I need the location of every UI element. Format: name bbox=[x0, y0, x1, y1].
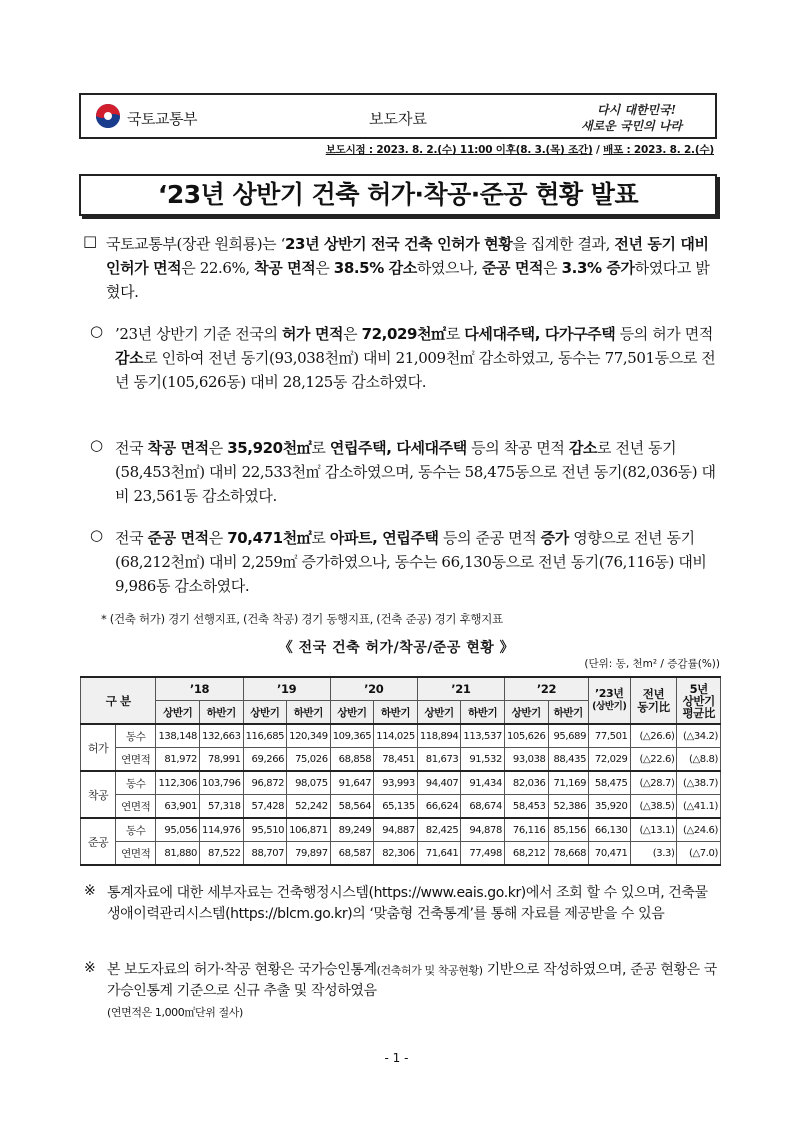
row-subcategory: 동수 bbox=[116, 771, 156, 795]
page-title: ‘23년 상반기 건축 허가·착공·준공 현황 발표 bbox=[79, 174, 717, 216]
table-cell: 35,920 bbox=[589, 795, 630, 819]
circle-bullet-icon: ○ bbox=[90, 322, 104, 340]
table-cell: 79,897 bbox=[287, 842, 331, 866]
table-cell: 68,674 bbox=[461, 795, 505, 819]
header-half: 하반기 bbox=[287, 701, 331, 725]
table-unit-note: (단위: 동, 천m² / 증감률(%)) bbox=[584, 658, 720, 670]
release-time: 보도시점 : 2023. 8. 2.(수) 11:00 이후(8. 3.(목) 조간) bbox=[325, 144, 593, 156]
reference-mark-icon: ※ bbox=[84, 960, 96, 976]
table-cell: 93,038 bbox=[504, 748, 548, 772]
table-cell: 68,212 bbox=[504, 842, 548, 866]
table-cell: 52,242 bbox=[287, 795, 331, 819]
table-cell: 81,673 bbox=[417, 748, 461, 772]
table-cell: 94,887 bbox=[374, 818, 418, 842]
table-cell: (△34.2) bbox=[677, 724, 721, 748]
header-half: 하반기 bbox=[200, 701, 244, 725]
table-title: 《 전국 건축 허가/착공/준공 현황 》 bbox=[278, 640, 515, 656]
table-group bbox=[81, 724, 721, 771]
row-category: 착공 bbox=[81, 771, 116, 818]
document-type: 보도자료 bbox=[369, 110, 427, 128]
table-cell: 57,318 bbox=[200, 795, 244, 819]
table-cell: 81,880 bbox=[156, 842, 200, 866]
table-cell: 88,435 bbox=[548, 748, 589, 772]
header-year: ’20 bbox=[330, 677, 417, 701]
table-cell: (△28.7) bbox=[630, 771, 677, 795]
table-cell: 58,564 bbox=[330, 795, 374, 819]
table-row bbox=[81, 771, 721, 795]
building-stats-table bbox=[80, 676, 721, 866]
table-cell: (△22.6) bbox=[630, 748, 677, 772]
row-subcategory: 동수 bbox=[116, 818, 156, 842]
handwritten-slogan-logo bbox=[577, 99, 709, 135]
table-cell: 52,386 bbox=[548, 795, 589, 819]
table-cell: 77,498 bbox=[461, 842, 505, 866]
table-cell: 63,901 bbox=[156, 795, 200, 819]
table-cell: 66,130 bbox=[589, 818, 630, 842]
row-category: 허가 bbox=[81, 724, 116, 771]
table-cell: (△41.1) bbox=[677, 795, 721, 819]
table-cell: 77,501 bbox=[589, 724, 630, 748]
table-cell: 106,871 bbox=[287, 818, 331, 842]
header-half: 하반기 bbox=[374, 701, 418, 725]
header-year: ’18 bbox=[156, 677, 243, 701]
reference-mark-icon: ※ bbox=[84, 883, 96, 899]
table-cell: 65,135 bbox=[374, 795, 418, 819]
header-half: 하반기 bbox=[548, 701, 589, 725]
header-yoy: 전년 동기比 bbox=[630, 677, 677, 724]
row-subcategory: 연면적 bbox=[116, 748, 156, 772]
table-cell: (△24.6) bbox=[677, 818, 721, 842]
slogan-line-1: 다시 대한민국! bbox=[597, 103, 676, 117]
slogan-line-2: 새로운 국민의 나라 bbox=[581, 119, 683, 133]
circle-bullet-icon: ○ bbox=[90, 436, 104, 454]
table-cell: 82,306 bbox=[374, 842, 418, 866]
table-cell: 113,537 bbox=[461, 724, 505, 748]
table-cell: (△8.8) bbox=[677, 748, 721, 772]
table-cell: 109,365 bbox=[330, 724, 374, 748]
table-cell: 76,116 bbox=[504, 818, 548, 842]
table-cell: 66,624 bbox=[417, 795, 461, 819]
header-half: 상반기 bbox=[330, 701, 374, 725]
table-cell: 70,471 bbox=[589, 842, 630, 866]
row-category: 준공 bbox=[81, 818, 116, 865]
table-cell: 81,972 bbox=[156, 748, 200, 772]
table-cell: 94,407 bbox=[417, 771, 461, 795]
table-cell: 85,156 bbox=[548, 818, 589, 842]
header-category: 구 분 bbox=[81, 677, 156, 724]
header-year: ’22 bbox=[504, 677, 588, 701]
table-cell: 118,894 bbox=[417, 724, 461, 748]
table-cell: 95,510 bbox=[243, 818, 287, 842]
table-cell: 58,453 bbox=[504, 795, 548, 819]
header-half: 상반기 bbox=[156, 701, 200, 725]
table-cell: 82,036 bbox=[504, 771, 548, 795]
table-cell: 112,306 bbox=[156, 771, 200, 795]
table-row bbox=[81, 795, 721, 819]
table-cell: 58,475 bbox=[589, 771, 630, 795]
table-cell: 114,025 bbox=[374, 724, 418, 748]
header-year: ’19 bbox=[243, 677, 330, 701]
row-subcategory: 동수 bbox=[116, 724, 156, 748]
table-cell: 94,878 bbox=[461, 818, 505, 842]
row-subcategory: 연면적 bbox=[116, 795, 156, 819]
table-group bbox=[81, 818, 721, 865]
header-half: 상반기 bbox=[243, 701, 287, 725]
table-cell: 71,641 bbox=[417, 842, 461, 866]
table-cell: 138,148 bbox=[156, 724, 200, 748]
header-half: 상반기 bbox=[417, 701, 461, 725]
page-number: - 1 - bbox=[384, 1051, 409, 1065]
table-cell: 91,647 bbox=[330, 771, 374, 795]
table-cell: 71,169 bbox=[548, 771, 589, 795]
release-meta bbox=[326, 142, 714, 157]
bullet-construction-start: 전국 착공 면적은 35,920천㎡로 연립주택, 다세대주택 등의 착공 면적 감소로 전년 동기(58,453천㎡) 대비 22,533천㎡ 감소하였으며, 동수는 58,475동으로 전년 동기(82,036동) 대비 23,561동 감소하였다. bbox=[115, 439, 716, 505]
table-cell: 120,349 bbox=[287, 724, 331, 748]
table-cell: 78,451 bbox=[374, 748, 418, 772]
table-cell: 95,056 bbox=[156, 818, 200, 842]
table-cell: (△7.0) bbox=[677, 842, 721, 866]
header-year: ’21 bbox=[417, 677, 504, 701]
intro-paragraph: 국토교통부(장관 원희룡)는 ‘23년 상반기 전국 건축 인허가 현황을 집계한 결과, 전년 동기 대비 인허가 면적은 22.6%, 착공 면적은 38.5% 감소하였으나, 준공 면적은 3.3% 증가하였다고 밝혔다. bbox=[106, 235, 710, 301]
circle-bullet-icon: ○ bbox=[90, 526, 104, 544]
table-cell: (△26.6) bbox=[630, 724, 677, 748]
meta-separator: / bbox=[592, 144, 604, 156]
bullet-completion: 전국 준공 면적은 70,471천㎡로 아파트, 연립주택 등의 준공 면적 증가 영향으로 전년 동기(68,212천㎡) 대비 2,259㎡ 증가하였으나, 동수는 66,130동으로 전년 동기(76,116동) 대비 9,986동 감소하였다. bbox=[115, 529, 707, 595]
table-cell: 105,626 bbox=[504, 724, 548, 748]
press-release-header bbox=[79, 93, 717, 139]
table-cell: 78,991 bbox=[200, 748, 244, 772]
table-cell: 95,689 bbox=[548, 724, 589, 748]
table-group bbox=[81, 771, 721, 818]
header-half: 하반기 bbox=[461, 701, 505, 725]
table-cell: (△38.5) bbox=[630, 795, 677, 819]
square-bullet-icon: □ bbox=[83, 232, 98, 250]
table-cell: 72,029 bbox=[589, 748, 630, 772]
table-cell: 132,663 bbox=[200, 724, 244, 748]
table-cell: 91,532 bbox=[461, 748, 505, 772]
distribution-date: 배포 : 2023. 8. 2.(수) bbox=[603, 144, 714, 156]
table-header bbox=[81, 677, 721, 724]
header-5yr-avg: 5년 상반기 평균比 bbox=[677, 677, 721, 724]
table-cell: (△13.1) bbox=[630, 818, 677, 842]
table-cell: 68,858 bbox=[330, 748, 374, 772]
table-row bbox=[81, 724, 721, 748]
footnote-indicators: * (건축 허가) 경기 선행지표, (건축 착공) 경기 동행지표, (건축 준공) 경기 후행지표 bbox=[101, 612, 503, 626]
table-cell: 93,993 bbox=[374, 771, 418, 795]
bullet-permit: ’23년 상반기 기준 전국의 허가 면적은 72,029천㎡로 다세대주택, 다가구주택 등의 허가 면적 감소로 인하여 전년 동기(93,038천㎡) 대비 21,009천㎡ 감소하였고, 동수는 77,501동으로 전년 동기(105,626동) 대비 28,125동 감소하였다. bbox=[115, 325, 716, 391]
table-cell: 91,434 bbox=[461, 771, 505, 795]
header-2023-first-half: ’23년 (상반기) bbox=[589, 677, 630, 724]
table-cell: 116,685 bbox=[243, 724, 287, 748]
note-data-sources: 통계자료에 대한 세부자료는 건축행정시스템(https://www.eais.go.kr)에서 조회 할 수 있으며, 건축물생애이력관리시스템(https://blcm.go.kr)의 ‘맞춤형 건축통계’를 통해 자료를 제공받을 수 있음 bbox=[107, 885, 708, 922]
table-cell: 78,668 bbox=[548, 842, 589, 866]
table-cell: 75,026 bbox=[287, 748, 331, 772]
table-cell: 103,796 bbox=[200, 771, 244, 795]
table-cell: 57,428 bbox=[243, 795, 287, 819]
table-row bbox=[81, 818, 721, 842]
ministry-name: 국토교통부 bbox=[127, 110, 197, 128]
table-cell: 98,075 bbox=[287, 771, 331, 795]
table-cell: 114,976 bbox=[200, 818, 244, 842]
header-half: 상반기 bbox=[504, 701, 548, 725]
table-cell: (△38.7) bbox=[677, 771, 721, 795]
table-cell: (3.3) bbox=[630, 842, 677, 866]
table-cell: 96,872 bbox=[243, 771, 287, 795]
table-row bbox=[81, 748, 721, 772]
table-cell: 82,425 bbox=[417, 818, 461, 842]
table-row bbox=[81, 842, 721, 866]
row-subcategory: 연면적 bbox=[116, 842, 156, 866]
table-cell: 89,249 bbox=[330, 818, 374, 842]
note-statistics-basis: 본 보도자료의 허가·착공 현황은 국가승인통계(건축허가 및 착공현황) 기반으로 작성하였으며, 준공 현황은 국가승인통계 기준으로 신규 추출 및 작성하였음 (연면적은 1,000㎡단위 절사) bbox=[107, 962, 717, 1019]
table-cell: 68,587 bbox=[330, 842, 374, 866]
table-cell: 69,266 bbox=[243, 748, 287, 772]
table-cell: 88,707 bbox=[243, 842, 287, 866]
table-cell: 87,522 bbox=[200, 842, 244, 866]
